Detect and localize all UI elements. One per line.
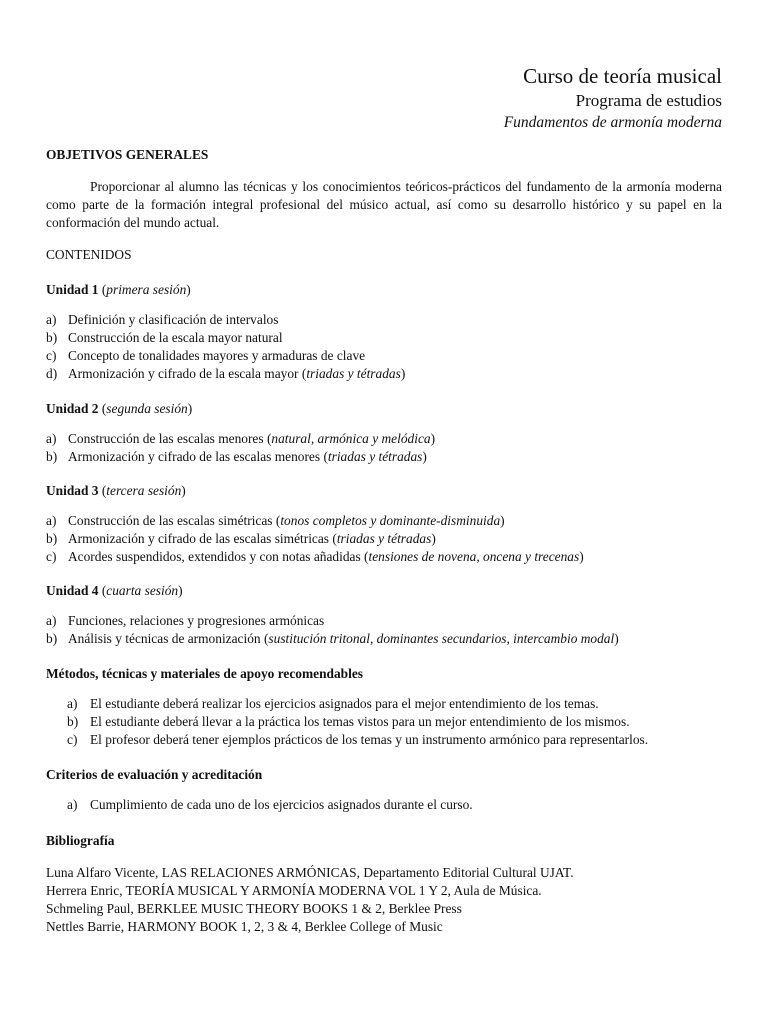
unit-1-list — [46, 311, 722, 383]
criterios-list — [46, 796, 722, 814]
list-item: b) Análisis y técnicas de armonización (sustitución tritonal, dominantes secundarios, intercambio modal) — [46, 631, 619, 646]
unit-2 — [46, 400, 722, 466]
unit-4-list — [46, 612, 722, 648]
objetivos-section — [46, 146, 722, 232]
bib-entry: Schmeling Paul, BERKLEE MUSIC THEORY BOOKS 1 & 2, Berklee Press — [46, 901, 462, 916]
bib-entry: Nettles Barrie, HARMONY BOOK 1, 2, 3 & 4, Berklee College of Music — [46, 919, 443, 934]
unit-heading: Unidad 4 (cuarta sesión) — [46, 583, 183, 598]
objetivos-heading: OBJETIVOS GENERALES — [46, 147, 209, 162]
list-item: d) Armonización y cifrado de la escala mayor (triadas y tétradas) — [46, 366, 406, 381]
metodos-list — [46, 695, 722, 749]
contenidos-heading: CONTENIDOS — [46, 247, 132, 262]
bibliografia-heading: Bibliografía — [46, 833, 115, 848]
document-header — [504, 62, 722, 134]
bib-entry: Herrera Enric, TEORÍA MUSICAL Y ARMONÍA MODERNA VOL 1 Y 2, Aula de Música. — [46, 883, 542, 898]
criterios-heading: Criterios de evaluación y acreditación — [46, 767, 263, 782]
list-item: b) Armonización y cifrado de las escalas menores (triadas y tétradas) — [46, 449, 427, 464]
metodos-section — [46, 665, 722, 749]
list-item: b) Armonización y cifrado de las escalas simétricas (triadas y tétradas) — [46, 531, 436, 546]
unit-heading: Unidad 3 (tercera sesión) — [46, 483, 186, 498]
unit-3-list — [46, 512, 722, 566]
list-item: a) Construcción de las escalas simétricas (tonos completos y dominante-disminuida) — [46, 513, 505, 528]
unit-heading: Unidad 2 (segunda sesión) — [46, 401, 193, 416]
program-subtitle: Programa de estudios — [575, 91, 722, 110]
list-item: b) El estudiante deberá llevar a la práctica los temas vistos para un mejor entendimiento de los mismos. — [67, 714, 630, 729]
unit-1 — [46, 281, 722, 383]
bibliografia-list — [46, 864, 722, 936]
bibliografia-section — [46, 832, 722, 936]
unit-heading: Unidad 1 (primera sesión) — [46, 282, 191, 297]
objetivos-paragraph: Proporcionar al alumno las técnicas y los conocimientos teóricos-prácticos del fundamento de la armonía moderna como parte de la formación integral profesional del músico actual, así como su desarrollo histórico y su papel en la conformación del mundo actual. — [46, 179, 722, 230]
list-item: a) Construcción de las escalas menores (natural, armónica y melódica) — [46, 431, 436, 446]
course-title: Curso de teoría musical — [523, 64, 722, 88]
unit-4 — [46, 582, 722, 648]
list-item: a) Definición y clasificación de intervalos — [46, 312, 279, 327]
bib-entry: Luna Alfaro Vicente, LAS RELACIONES ARMÓNICAS, Departamento Editorial Cultural UJAT. — [46, 865, 574, 880]
list-item: a) Funciones, relaciones y progresiones armónicas — [46, 613, 325, 628]
list-item: a) Cumplimiento de cada uno de los ejercicios asignados durante el curso. — [67, 797, 473, 812]
unit-3 — [46, 482, 722, 566]
document-page — [46, 0, 722, 1024]
unit-2-list — [46, 430, 722, 466]
list-item: c) Concepto de tonalidades mayores y armaduras de clave — [46, 348, 366, 363]
criterios-section — [46, 766, 722, 814]
list-item: c) Acordes suspendidos, extendidos y con notas añadidas (tensiones de novena, oncena y trecenas) — [46, 549, 584, 564]
metodos-heading: Métodos, técnicas y materiales de apoyo recomendables — [46, 666, 363, 681]
list-item: b) Construcción de la escala mayor natural — [46, 330, 283, 345]
topic-subtitle: Fundamentos de armonía moderna — [503, 114, 722, 131]
list-item: c) El profesor deberá tener ejemplos prácticos de los temas y un instrumento armónico para representarlos. — [67, 732, 649, 747]
list-item: a) El estudiante deberá realizar los ejercicios asignados para el mejor entendimiento de los temas. — [67, 696, 599, 711]
